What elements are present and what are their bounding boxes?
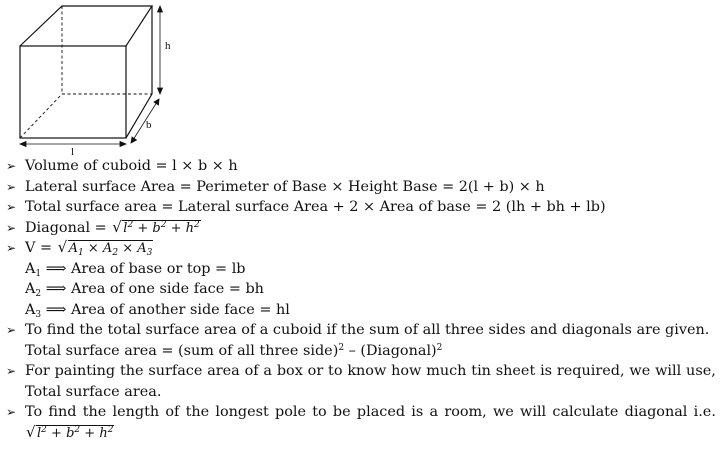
bullet-arrow-icon: ➢ bbox=[6, 323, 17, 337]
word: the bbox=[185, 404, 210, 420]
list-item-diagonal bbox=[0, 218, 725, 239]
word: room, bbox=[444, 404, 487, 420]
list-item-tsa bbox=[0, 197, 725, 218]
volume-text: Volume of cuboid = l × b × h bbox=[25, 158, 238, 174]
word: of bbox=[244, 363, 259, 379]
painting-text bbox=[25, 361, 716, 382]
pole-diagonal-formula: √ $l^2 + b^2 + h^2$ bbox=[26, 422, 114, 441]
word: we bbox=[629, 363, 651, 379]
bullet-arrow-icon: ➢ bbox=[6, 159, 17, 173]
word: a bbox=[263, 363, 272, 379]
bullet-arrow-icon: ➢ bbox=[6, 220, 17, 235]
word: length bbox=[112, 404, 160, 420]
list-item-volume bbox=[0, 156, 725, 177]
word: sheet bbox=[495, 363, 536, 379]
word: required, bbox=[556, 363, 625, 379]
word: the bbox=[119, 363, 144, 379]
lsa-text: Lateral surface Area = Perimeter of Base × Height Base = 2(l + b) × h bbox=[25, 178, 545, 195]
painting-continuation: Total surface area. bbox=[25, 383, 162, 400]
word: of bbox=[165, 404, 180, 420]
word: box bbox=[276, 363, 303, 379]
a1-line: $A_1$ ⟹ Area of base or top = lb bbox=[25, 260, 246, 279]
word: is bbox=[540, 363, 553, 379]
v-formula: √ $A_1 \times A_2 \times A_3$ bbox=[57, 238, 153, 258]
word: to bbox=[312, 404, 327, 420]
word: or bbox=[307, 363, 324, 379]
a3-line: $A_3$ ⟹ Area of another side face = hl bbox=[25, 301, 290, 320]
word: be bbox=[332, 404, 351, 420]
word: diagonal bbox=[624, 404, 688, 420]
word: placed bbox=[356, 404, 406, 420]
tsa-text: Total surface area = Lateral surface Area + 2 × Area of base = 2 (lh + bh + lb) bbox=[25, 199, 606, 215]
word: how bbox=[391, 363, 422, 379]
word: calculate bbox=[552, 404, 619, 420]
list-item-pole bbox=[0, 402, 725, 423]
word: will bbox=[655, 363, 682, 379]
cuboid-front-face bbox=[20, 46, 126, 138]
diagonal-text: Diagonal = √ $l^2 + b^2 + h^2$ bbox=[25, 218, 201, 240]
list-item-v bbox=[0, 238, 725, 259]
find-tsa-text: To find the total surface area of a cuboid if the sum of all three sides and diagonals are given. bbox=[25, 322, 710, 338]
word: a bbox=[429, 404, 439, 420]
bullet-arrow-icon: ➢ bbox=[6, 405, 17, 419]
word: we bbox=[492, 404, 514, 420]
v-text: V = √ $A_1 \times A_2 \times A_3$ bbox=[25, 238, 153, 258]
cuboid-figure bbox=[0, 0, 200, 160]
word: much bbox=[426, 363, 467, 379]
word: find bbox=[48, 404, 77, 420]
cuboid-hidden-diagonal bbox=[20, 94, 62, 138]
label-h: h bbox=[165, 40, 171, 52]
pole-text bbox=[25, 402, 716, 423]
tsa-formula-line: Total surface area = (sum of all three side)$^2$ – (Diagonal)$^2$ bbox=[25, 342, 443, 359]
word: know bbox=[347, 363, 387, 379]
word: i.e. bbox=[693, 404, 716, 420]
a2-line: $A_2$ ⟹ Area of one side face = bh bbox=[25, 281, 264, 299]
list-item-find-tsa bbox=[0, 320, 725, 341]
list-item-painting bbox=[0, 361, 725, 382]
label-b: b bbox=[146, 119, 152, 131]
word: the bbox=[82, 404, 107, 420]
word: pole bbox=[275, 404, 307, 420]
word: will bbox=[520, 404, 547, 420]
bullet-arrow-icon: ➢ bbox=[6, 241, 17, 255]
word: use, bbox=[686, 363, 716, 379]
formula-list bbox=[0, 156, 725, 443]
bullet-arrow-icon: ➢ bbox=[6, 364, 17, 378]
pole-formula-line bbox=[0, 423, 725, 444]
word: tin bbox=[471, 363, 491, 379]
word: longest bbox=[215, 404, 269, 420]
word: area bbox=[207, 363, 240, 379]
label-l: l bbox=[71, 146, 75, 158]
word: surface bbox=[148, 363, 203, 379]
word: For bbox=[25, 363, 50, 379]
word: painting bbox=[54, 363, 116, 379]
diagonal-formula: √ $l^2 + b^2 + h^2$ bbox=[112, 217, 200, 236]
cuboid-top-back-edges bbox=[20, 6, 152, 46]
bullet-arrow-icon: ➢ bbox=[6, 179, 17, 194]
word: is bbox=[411, 404, 424, 420]
bullet-arrow-icon: ➢ bbox=[6, 200, 17, 214]
word: To bbox=[25, 404, 43, 420]
list-item-lsa bbox=[0, 177, 725, 198]
word: to bbox=[328, 363, 343, 379]
